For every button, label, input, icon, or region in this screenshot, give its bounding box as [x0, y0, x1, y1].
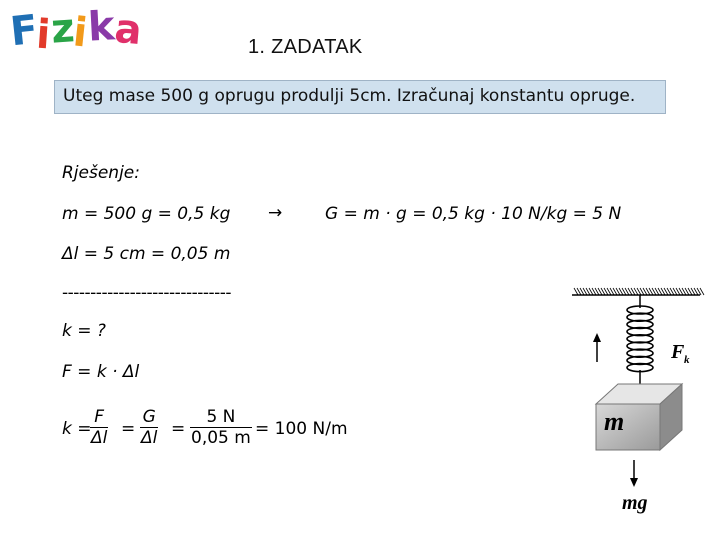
- fraction-g-over-dl: [140, 407, 158, 448]
- unknown-line: k = ?: [62, 321, 106, 341]
- fraction-numerator: 5 N: [206, 407, 236, 427]
- weight-label: mg: [622, 492, 648, 514]
- solution-heading: Rješenje:: [62, 163, 140, 183]
- spring-force-subscript: k: [684, 354, 690, 366]
- fizika-logo: [8, 3, 144, 59]
- equals-sign: =: [171, 419, 186, 439]
- spring-force-arrowhead: [593, 333, 601, 342]
- arrow-icon: →: [268, 203, 283, 223]
- logo-letter: i: [71, 9, 90, 57]
- final-lhs: k =: [62, 419, 92, 439]
- ceiling-hatch: [574, 288, 704, 295]
- spring-mass-diagram: [560, 280, 720, 520]
- spring-coils: [627, 306, 653, 372]
- fraction-numerator: G: [142, 407, 156, 427]
- equals-sign: =: [121, 419, 136, 439]
- slide-title: 1. ZADATAK: [248, 36, 363, 58]
- separator-line: ------------------------------: [62, 283, 232, 303]
- formula-line: F = k · Δl: [62, 362, 140, 382]
- fraction-numerator: F: [94, 407, 105, 427]
- fraction-denominator: Δl: [141, 428, 158, 448]
- fraction-denominator: Δl: [91, 428, 108, 448]
- weight-line: G = m · g = 0,5 kg · 10 N/kg = 5 N: [325, 204, 622, 224]
- task-text: Uteg mase 500 g oprugu produlji 5cm. Izračunaj konstantu opruge.: [63, 86, 636, 106]
- fraction-f-over-dl: [90, 407, 108, 448]
- fraction-5n-over-005m: [190, 407, 252, 448]
- logo-letter: i: [35, 11, 53, 59]
- result-text: = 100 N/m: [255, 419, 348, 439]
- mass-label: m: [604, 407, 625, 436]
- logo-letter: z: [49, 5, 77, 53]
- fraction-denominator: 0,05 m: [191, 428, 251, 448]
- weight-arrowhead: [630, 478, 638, 487]
- extension-line: Δl = 5 cm = 0,05 m: [62, 244, 231, 264]
- logo-letter: F: [8, 6, 41, 56]
- logo-letter: k: [86, 3, 116, 51]
- mass-line: m = 500 g = 0,5 kg: [62, 204, 231, 224]
- task-box: [54, 80, 666, 114]
- spring-force-label: F: [671, 341, 685, 363]
- logo-letter: a: [112, 5, 144, 55]
